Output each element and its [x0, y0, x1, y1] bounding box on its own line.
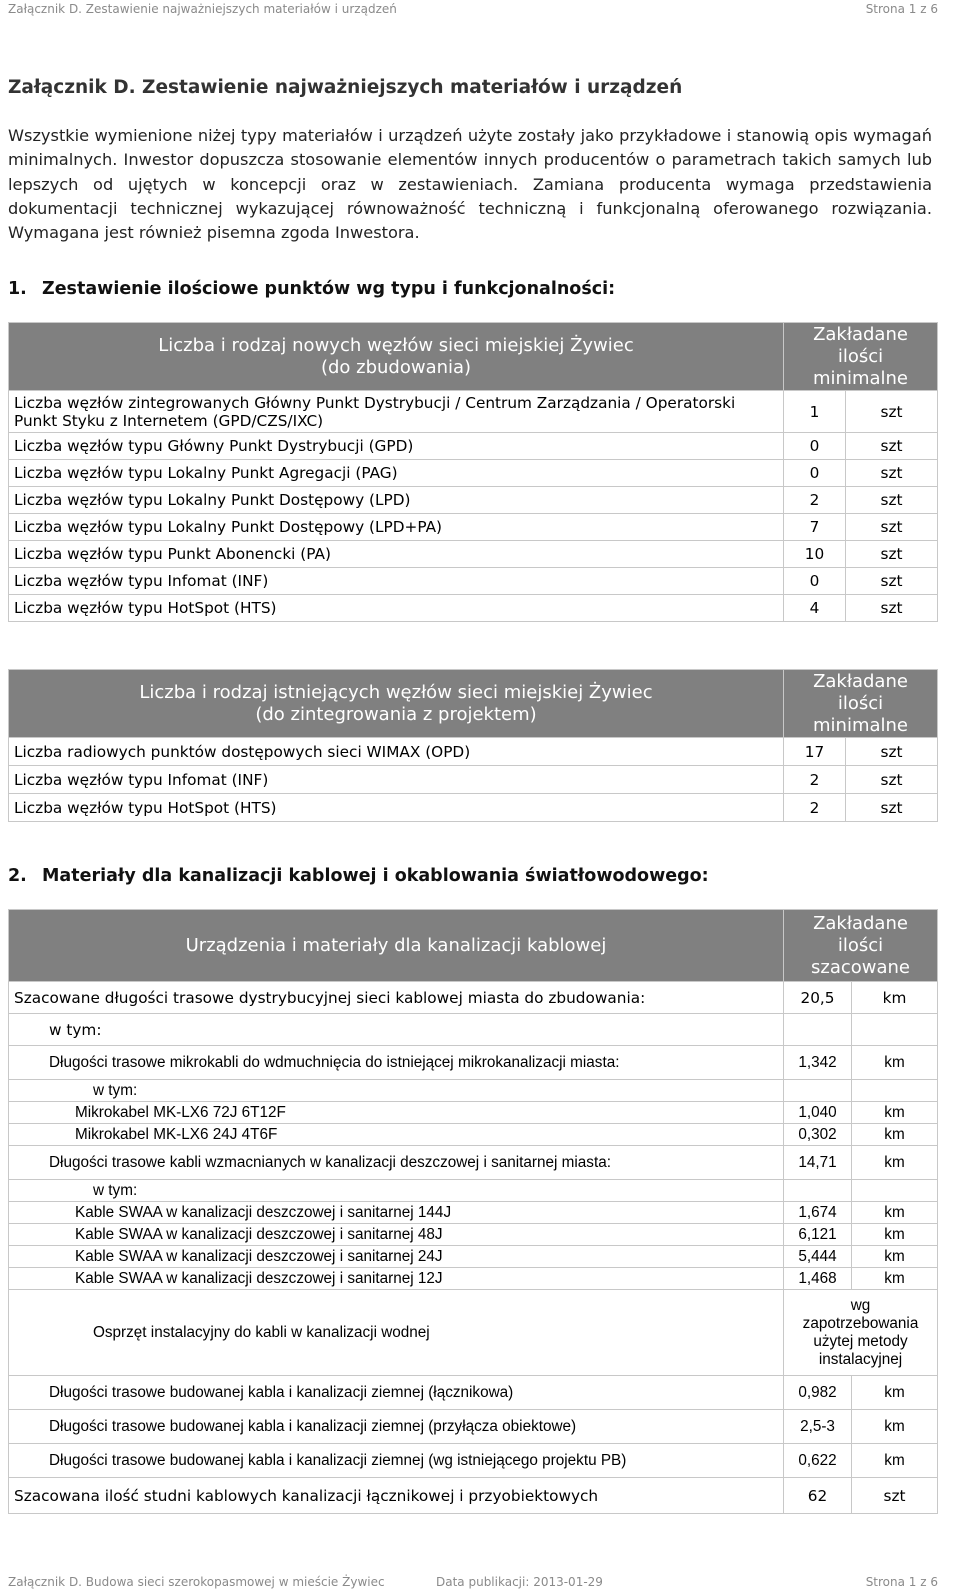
- row-name: Liczba węzłów typu Główny Punkt Dystrybucji (GPD): [9, 433, 784, 460]
- row-name: Liczba węzłów typu Lokalny Punkt Dostępowy (LPD+PA): [9, 514, 784, 541]
- header-line-2: (do zintegrowania z projektem): [255, 703, 537, 725]
- value-line: zapotrzebowania: [802, 1314, 919, 1332]
- table-row: [9, 433, 938, 460]
- table-main-header: [9, 910, 784, 982]
- row-value: 1,468: [784, 1268, 852, 1290]
- value-line: instalacyjnej: [818, 1350, 903, 1368]
- table-row: [9, 766, 938, 794]
- row-unit: km: [852, 1268, 938, 1290]
- row-unit: szt: [846, 541, 938, 568]
- empty-cell: [784, 1080, 852, 1102]
- row-name: w tym:: [9, 1014, 784, 1046]
- table-row: [9, 794, 938, 822]
- quantity-header-line: ilości: [837, 692, 884, 714]
- table-row: [9, 595, 938, 622]
- section-2-title: Materiały dla kanalizacji kablowej i okablowania światłowodowego:: [42, 866, 709, 886]
- row-name: Liczba węzłów typu HotSpot (HTS): [9, 794, 784, 822]
- footer-left-text: Załącznik D. Budowa sieci szerokopasmowej w mieście Żywiec: [8, 1575, 385, 1589]
- table-row: [9, 1290, 938, 1376]
- row-value: 0: [784, 433, 846, 460]
- section-1-title: Zestawienie ilościowe punktów wg typu i funkcjonalności:: [42, 279, 616, 299]
- row-unit: km: [852, 1224, 938, 1246]
- row-unit: km: [852, 1376, 938, 1410]
- empty-cell: [784, 1014, 852, 1046]
- table-row: [9, 1102, 938, 1124]
- row-name: Mikrokabel MK-LX6 72J 6T12F: [9, 1102, 784, 1124]
- empty-cell: [852, 1180, 938, 1202]
- table-row: [9, 391, 938, 433]
- table-header-row: [9, 910, 938, 982]
- table-row: [9, 1224, 938, 1246]
- table-row: [9, 1410, 938, 1444]
- row-unit: szt: [846, 460, 938, 487]
- header-line-2: (do zbudowania): [320, 356, 472, 378]
- row-value: 14,71: [784, 1146, 852, 1180]
- row-value: 62: [784, 1478, 852, 1514]
- row-name: Długości trasowe budowanej kabla i kanalizacji ziemnej (łącznikowa): [9, 1376, 784, 1410]
- row-name: Liczba węzłów typu Lokalny Punkt Agregacji (PAG): [9, 460, 784, 487]
- empty-cell: [852, 1014, 938, 1046]
- row-name: Liczba radiowych punktów dostępowych sieci WIMAX (OPD): [9, 738, 784, 766]
- row-value: 5,444: [784, 1246, 852, 1268]
- row-value: 1,342: [784, 1046, 852, 1080]
- row-unit: szt: [846, 766, 938, 794]
- row-name: Liczba węzłów typu Punkt Abonencki (PA): [9, 541, 784, 568]
- row-name: Liczba węzłów zintegrowanych Główny Punkt Dystrybucji / Centrum Zarządzania / Operatorski Punkt Styku z Internetem (GPD/CZS/IXC): [9, 391, 784, 433]
- row-name: Liczba węzłów typu Infomat (INF): [9, 766, 784, 794]
- row-unit: szt: [846, 487, 938, 514]
- table-main-header: [9, 670, 784, 738]
- table-row: [9, 460, 938, 487]
- row-unit: km: [852, 1410, 938, 1444]
- row-value: 0,302: [784, 1124, 852, 1146]
- quantity-header: [784, 323, 938, 391]
- table-row: [9, 1268, 938, 1290]
- quantity-header-line: Zakładane: [813, 323, 908, 345]
- row-value: 0,982: [784, 1376, 852, 1410]
- row-name: Długości trasowe mikrokabli do wdmuchnięcia do istniejącej mikrokanalizacji miasta:: [9, 1046, 784, 1080]
- section-1-heading: [8, 279, 615, 299]
- row-unit: szt: [846, 595, 938, 622]
- row-unit: km: [852, 982, 938, 1014]
- table-row: [9, 1014, 938, 1046]
- row-value: 4: [784, 595, 846, 622]
- row-value: 2: [784, 794, 846, 822]
- row-value: 0,622: [784, 1444, 852, 1478]
- quantity-header: [784, 910, 938, 982]
- quantity-header-line: Zakładane: [813, 912, 908, 934]
- row-name: w tym:: [9, 1080, 784, 1102]
- document-title: Załącznik D. Zestawienie najważniejszych materiałów i urządzeń: [8, 77, 683, 98]
- section-2-number: 2.: [8, 866, 27, 886]
- row-name: Osprzęt instalacyjny do kabli w kanalizacji wodnej: [9, 1290, 784, 1376]
- table-row: [9, 514, 938, 541]
- row-value: 10: [784, 541, 846, 568]
- row-name: Długości trasowe budowanej kabla i kanalizacji ziemnej (wg istniejącego projektu PB): [9, 1444, 784, 1478]
- page-header: [8, 2, 938, 20]
- intro-paragraph: Wszystkie wymienione niżej typy materiałów i urządzeń użyte zostały jako przykładowe i stanowią opis wymagań minimalnych. Inwestor dopuszcza stosowanie elementów innych producentów o parametrach takich samych lub lepszych od ujętych w koncepcji oraz w zestawieniach. Zamiana producenta wymaga przedstawienia dokumentacji technicznej wykazującej równoważność techniczną i funkcjonalną oferowanego rozwiązania. Wymagana jest również pisemna zgoda Inwestora.: [8, 126, 932, 243]
- cable-materials-table: [8, 909, 938, 1514]
- value-line: wg: [850, 1296, 871, 1314]
- row-value: 0: [784, 460, 846, 487]
- row-value: [784, 1290, 938, 1376]
- row-name: Długości trasowe kabli wzmacnianych w kanalizacji deszczowej i sanitarnej miasta:: [9, 1146, 784, 1180]
- row-unit: km: [852, 1202, 938, 1224]
- quantity-header-line: ilości: [837, 934, 884, 956]
- row-value: 1: [784, 391, 846, 433]
- row-name: Szacowane długości trasowe dystrybucyjnej sieci kablowej miasta do zbudowania:: [9, 982, 784, 1014]
- section-2-heading: [8, 866, 709, 886]
- table-row: [9, 1146, 938, 1180]
- row-name: w tym:: [9, 1180, 784, 1202]
- row-unit: km: [852, 1102, 938, 1124]
- header-line-1: Urządzenia i materiały dla kanalizacji kablowej: [185, 934, 607, 956]
- table-row: [9, 1246, 938, 1268]
- existing-nodes-table: [8, 669, 938, 822]
- row-unit: szt: [846, 568, 938, 595]
- row-unit: szt: [846, 391, 938, 433]
- table-row: [9, 1080, 938, 1102]
- quantity-header-line: minimalne: [813, 367, 908, 389]
- table-row: [9, 1376, 938, 1410]
- row-name: Kable SWAA w kanalizacji deszczowej i sanitarnej 12J: [9, 1268, 784, 1290]
- row-value: 2: [784, 766, 846, 794]
- row-unit: km: [852, 1246, 938, 1268]
- row-unit: szt: [846, 794, 938, 822]
- row-name: Długości trasowe budowanej kabla i kanalizacji ziemnej (przyłącza obiektowe): [9, 1410, 784, 1444]
- quantity-header-line: Zakładane: [813, 670, 908, 692]
- table-row: [9, 1124, 938, 1146]
- row-value: 2: [784, 487, 846, 514]
- empty-cell: [784, 1180, 852, 1202]
- table-row: [9, 1202, 938, 1224]
- table-row: [9, 982, 938, 1014]
- row-unit: szt: [852, 1478, 938, 1514]
- row-value: 20,5: [784, 982, 852, 1014]
- row-name: Mikrokabel MK-LX6 24J 4T6F: [9, 1124, 784, 1146]
- header-line-1: Liczba i rodzaj istniejących węzłów sieci miejskiej Żywiec: [139, 681, 653, 703]
- quantity-header: [784, 670, 938, 738]
- header-page-number: Strona 1 z 6: [865, 2, 938, 16]
- row-unit: km: [852, 1124, 938, 1146]
- quantity-header-line: szacowane: [811, 956, 910, 978]
- row-name: Kable SWAA w kanalizacji deszczowej i sanitarnej 144J: [9, 1202, 784, 1224]
- row-value: 0: [784, 568, 846, 595]
- row-name: Kable SWAA w kanalizacji deszczowej i sanitarnej 48J: [9, 1224, 784, 1246]
- row-value: 1,040: [784, 1102, 852, 1124]
- row-unit: szt: [846, 433, 938, 460]
- footer-publication-date: Data publikacji: 2013-01-29: [436, 1575, 603, 1589]
- row-unit: km: [852, 1146, 938, 1180]
- row-name: Kable SWAA w kanalizacji deszczowej i sanitarnej 24J: [9, 1246, 784, 1268]
- row-name: Liczba węzłów typu HotSpot (HTS): [9, 595, 784, 622]
- row-name: Szacowana ilość studni kablowych kanalizacji łącznikowej i przyobiektowych: [9, 1478, 784, 1514]
- row-value: 2,5-3: [784, 1410, 852, 1444]
- table-header-row: [9, 323, 938, 391]
- row-value: 6,121: [784, 1224, 852, 1246]
- row-unit: szt: [846, 514, 938, 541]
- table-row: [9, 738, 938, 766]
- quantity-header-line: ilości: [837, 345, 884, 367]
- table-row: [9, 1046, 938, 1080]
- table-row: [9, 487, 938, 514]
- row-unit: km: [852, 1444, 938, 1478]
- row-value: 1,674: [784, 1202, 852, 1224]
- table-row: [9, 568, 938, 595]
- value-line: użytej metody: [813, 1332, 908, 1350]
- section-1-number: 1.: [8, 279, 27, 299]
- row-value: 17: [784, 738, 846, 766]
- empty-cell: [852, 1080, 938, 1102]
- page-footer: [8, 1575, 938, 1593]
- table-row: [9, 1180, 938, 1202]
- row-name: Liczba węzłów typu Infomat (INF): [9, 568, 784, 595]
- table-header-row: [9, 670, 938, 738]
- row-name: Liczba węzłów typu Lokalny Punkt Dostępowy (LPD): [9, 487, 784, 514]
- header-left-text: Załącznik D. Zestawienie najważniejszych materiałów i urządzeń: [8, 2, 397, 16]
- header-line-1: Liczba i rodzaj nowych węzłów sieci miejskiej Żywiec: [158, 334, 634, 356]
- quantity-header-line: minimalne: [813, 714, 908, 736]
- table-row: [9, 1478, 938, 1514]
- new-nodes-table: [8, 322, 938, 622]
- table-row: [9, 541, 938, 568]
- table-main-header: [9, 323, 784, 391]
- row-unit: km: [852, 1046, 938, 1080]
- row-value: 7: [784, 514, 846, 541]
- table-row: [9, 1444, 938, 1478]
- footer-page-number: Strona 1 z 6: [865, 1575, 938, 1589]
- row-unit: szt: [846, 738, 938, 766]
